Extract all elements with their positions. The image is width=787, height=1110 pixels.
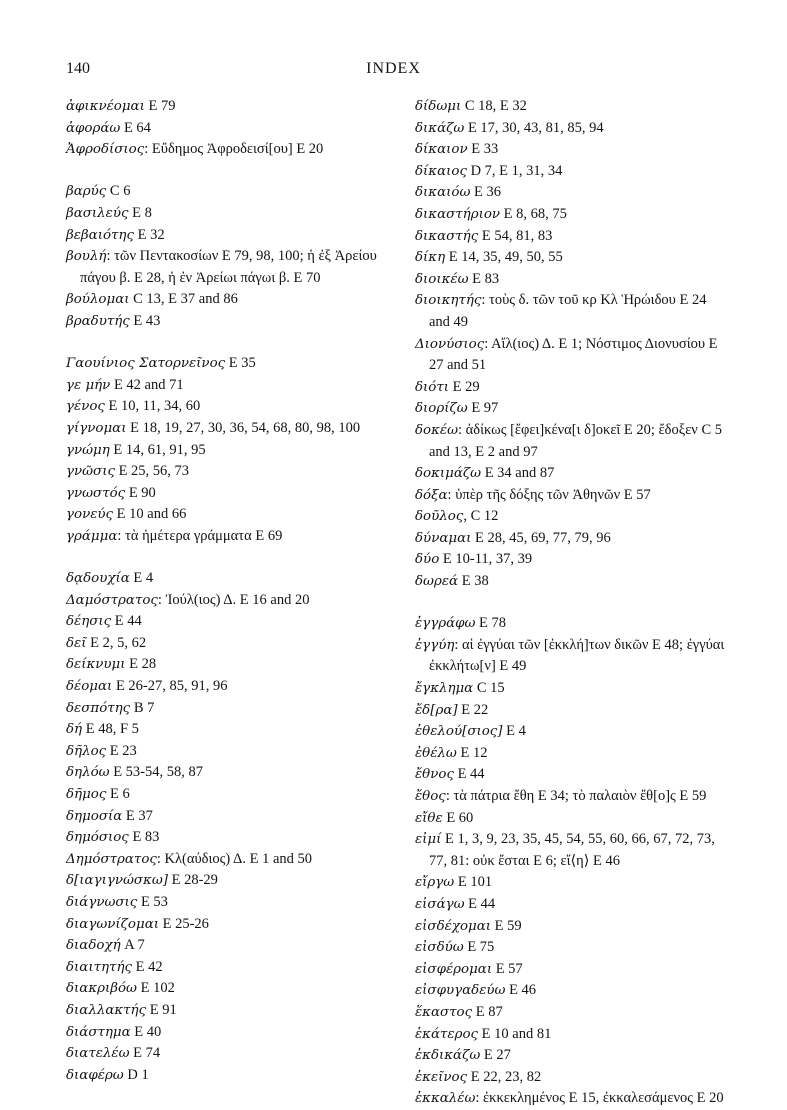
index-references: A 7 xyxy=(120,937,145,954)
index-lemma: εἴθε xyxy=(415,810,443,826)
index-references: E 87 xyxy=(472,1003,503,1020)
index-references: E 28 xyxy=(125,656,157,673)
index-lemma: δοῦλος xyxy=(415,509,464,525)
index-entry xyxy=(66,762,386,784)
index-lemma: γένος xyxy=(66,399,105,415)
index-lemma: εἰσδύω xyxy=(415,940,464,956)
index-references: E 33 xyxy=(467,141,499,158)
index-entry xyxy=(66,225,386,247)
index-lemma: δέομαι xyxy=(66,679,113,695)
index-lemma: ἐκκαλέω xyxy=(415,1091,476,1107)
index-entry xyxy=(66,914,386,936)
index-entry xyxy=(66,633,386,655)
index-references: E 28, 45, 69, 77, 79, 96 xyxy=(471,529,611,546)
index-references: : τοὺς δ. τῶν τοῦ κρ Κλ Ἡρώιδου E 24 and 49 xyxy=(429,292,707,330)
index-references: : αἱ ἐγγύαι τῶν [ἐκκλή]των δικῶν E 48; ἐγγύαι ἐκκλήτω[ν] E 49 xyxy=(429,636,725,675)
index-references: C 18, E 32 xyxy=(461,98,527,114)
index-references: E 78 xyxy=(475,615,507,632)
index-entry xyxy=(66,483,386,505)
index-lemma: διάγνωσις xyxy=(66,894,138,910)
index-entry xyxy=(415,916,727,938)
index-entry xyxy=(415,204,727,226)
index-entry xyxy=(66,784,386,806)
index-lemma: γε μήν xyxy=(66,377,111,393)
index-lemma: ἐκδικάζω xyxy=(415,1048,481,1064)
index-lemma: ἐγγράφω xyxy=(415,616,476,632)
index-lemma: δόξα xyxy=(415,487,448,503)
index-references: : Κλ(αύδιος) Δ. E 1 and 50 xyxy=(156,850,313,867)
index-lemma: εἰσφυγαδεύω xyxy=(415,983,506,999)
index-references: E 4 xyxy=(129,570,154,587)
index-references: C 13, E 37 and 86 xyxy=(129,291,238,308)
index-references: E 60 xyxy=(442,809,474,826)
index-entry xyxy=(66,311,386,333)
index-entry xyxy=(66,181,386,203)
index-references: E 23 xyxy=(106,742,137,759)
index-entry xyxy=(415,721,727,743)
page-number: 140 xyxy=(66,60,90,77)
index-references: E 90 xyxy=(125,484,156,501)
index-references: E 14, 61, 91, 95 xyxy=(109,441,206,458)
index-lemma: ἐκεῖνος xyxy=(415,1069,468,1085)
index-references: E 91 xyxy=(146,1001,177,1018)
index-references: E 34 and 87 xyxy=(481,465,555,482)
index-lemma: δίκαιος xyxy=(415,163,467,179)
index-references: E 38 xyxy=(458,573,489,590)
index-lemma: εἴργω xyxy=(415,875,455,891)
index-lemma: διορίζω xyxy=(415,401,468,417)
index-entry xyxy=(66,1022,386,1044)
index-lemma: δοκιμάζω xyxy=(415,466,482,482)
index-entry xyxy=(66,118,386,140)
index-references: : τῶν Πεντακοσίων E 79, 98, 100; ἡ ἐξ Ἀρείου πάγου β. E 28, ἡ ἐν Ἀρείωι πάγωι β. E 70 xyxy=(80,248,377,286)
index-entry xyxy=(66,139,386,161)
index-entry xyxy=(415,743,727,765)
index-references: E 2, 5, 62 xyxy=(86,634,147,651)
index-entry xyxy=(66,396,386,418)
index-entry xyxy=(415,1088,727,1110)
index-references: E 12 xyxy=(456,744,488,761)
index-lemma: δίκαιον xyxy=(415,142,468,158)
index-entry xyxy=(415,829,727,872)
index-entry xyxy=(66,870,386,892)
index-entry xyxy=(66,1065,386,1087)
index-lemma: διατελέω xyxy=(66,1046,130,1062)
index-lemma: δεσπότης xyxy=(66,700,131,716)
index-lemma: βασιλεύς xyxy=(66,205,129,221)
index-references: : τὰ ἡμέτερα γράμματα E 69 xyxy=(117,527,283,544)
index-references: E 28-29 xyxy=(167,872,218,889)
index-entry xyxy=(415,959,727,981)
index-references: : Ἰούλ(ιος) Δ. E 16 and 20 xyxy=(157,591,310,608)
index-lemma: ἕκαστος xyxy=(415,1004,473,1020)
index-lemma: δικαιόω xyxy=(415,185,471,201)
index-lemma: δικαστής xyxy=(415,228,479,244)
index-lemma: εἰσάγω xyxy=(415,896,465,912)
index-references: E 26-27, 85, 91, 96 xyxy=(112,678,228,695)
index-lemma: βεβαιότης xyxy=(66,227,134,243)
index-references: E 48, F 5 xyxy=(82,721,139,738)
index-lemma: δίκη xyxy=(415,250,446,266)
section-gap xyxy=(66,547,386,568)
index-entry xyxy=(66,849,386,871)
section-gap xyxy=(66,333,386,354)
index-entry xyxy=(415,96,727,118)
index-references: E 8 xyxy=(128,204,152,221)
index-entry xyxy=(66,246,386,289)
index-references: : τὰ πάτρια ἔθη E 34; τὸ παλαιὸν ἔθ[ο]ς E 59 xyxy=(445,788,707,804)
index-lemma: ἔθνος xyxy=(415,767,454,783)
index-entry xyxy=(66,1043,386,1065)
index-references: E 10 and 81 xyxy=(478,1025,552,1042)
index-references: E 22 xyxy=(457,701,489,718)
index-entry xyxy=(415,420,727,463)
index-entry xyxy=(415,678,727,700)
index-references: E 54, 81, 83 xyxy=(478,227,553,244)
index-references: E 27 xyxy=(480,1047,511,1064)
index-entry xyxy=(66,461,386,483)
index-entry xyxy=(66,827,386,849)
index-lemma: γνωστός xyxy=(66,485,126,501)
index-references: E 44 xyxy=(111,613,142,630)
index-entry xyxy=(415,398,727,420)
index-entry xyxy=(415,937,727,959)
index-references: C 15 xyxy=(473,680,505,697)
index-references: : ἀδίκως [ἔφει]κένα[ι δ]οκεῖ E 20; ἔδοξεν C 5 and 13, E 2 and 97 xyxy=(429,421,723,460)
index-references: : ἐκκεκλημένος E 15, ἐκκαλεσάμενος E 20 xyxy=(475,1090,724,1107)
index-references: : Εὔδημος Ἀφροδεισί[ου] E 20 xyxy=(144,141,324,158)
index-lemma: δημόσιος xyxy=(66,830,129,846)
index-entry xyxy=(415,290,727,333)
index-references: , C 12 xyxy=(463,508,499,525)
index-lemma: εἰμί xyxy=(415,832,442,848)
index-lemma: εἰσδέχομαι xyxy=(415,918,491,934)
index-references: E 83 xyxy=(128,829,160,846)
index-lemma: εἰσφέρομαι xyxy=(415,961,493,977)
index-references: E 14, 35, 49, 50, 55 xyxy=(445,249,563,266)
index-entry xyxy=(415,528,727,550)
index-lemma: δοκέω xyxy=(415,422,459,438)
index-entry xyxy=(66,440,386,462)
index-entry xyxy=(415,334,727,377)
section-gap xyxy=(66,161,386,182)
index-entry xyxy=(415,247,727,269)
index-entry xyxy=(415,485,727,507)
index-entry xyxy=(415,549,727,571)
index-entry xyxy=(415,139,727,161)
index-references: E 42 xyxy=(131,958,163,975)
index-references: E 18, 19, 27, 30, 36, 54, 68, 80, 98, 100 xyxy=(126,419,361,436)
index-references: E 10-11, 37, 39 xyxy=(439,551,533,568)
index-references: E 10, 11, 34, 60 xyxy=(104,398,201,415)
index-entry xyxy=(415,1024,727,1046)
index-lemma: δικαστήριον xyxy=(415,206,501,222)
index-references: : Αἴλ(ιος) Δ. E 1; Νόστιμος Διονυσίου E 27 and 51 xyxy=(429,335,718,374)
index-references: : ὑπὲρ τῆς δόξης τῶν Ἀθηνῶν E 57 xyxy=(447,486,651,503)
index-references: E 25-26 xyxy=(158,915,209,932)
index-entry xyxy=(66,611,386,633)
index-entry xyxy=(66,892,386,914)
index-lemma: δύο xyxy=(415,552,440,568)
index-references: E 25, 56, 73 xyxy=(114,463,190,480)
index-lemma: διακριβόω xyxy=(66,981,137,997)
index-references: E 42 and 71 xyxy=(110,376,184,393)
index-entry xyxy=(415,1067,727,1089)
index-entry xyxy=(66,289,386,311)
index-lemma: Γαουίνιος Σατορνεῖνος xyxy=(66,356,226,372)
index-references: E 44 xyxy=(453,766,485,783)
index-lemma: βαρύς xyxy=(66,184,107,200)
index-lemma: διάστημα xyxy=(66,1024,131,1040)
index-lemma: βούλομαι xyxy=(66,292,130,308)
index-lemma: δεῖ xyxy=(66,635,87,651)
index-entry xyxy=(415,1002,727,1024)
index-column-left xyxy=(66,96,386,1086)
index-references: E 53-54, 58, 87 xyxy=(109,764,203,781)
index-references: E 22, 23, 82 xyxy=(467,1068,542,1085)
index-lemma: γνώμη xyxy=(66,442,110,458)
index-lemma: διαιτητής xyxy=(66,959,132,975)
index-references: E 79 xyxy=(144,98,176,114)
index-lemma: δύναμαι xyxy=(415,530,472,546)
index-entry xyxy=(66,353,386,375)
index-entry xyxy=(415,808,727,830)
index-entry xyxy=(415,182,727,204)
index-column-right xyxy=(415,96,727,1110)
index-lemma: ἔδ[ρα] xyxy=(415,702,458,718)
index-entry xyxy=(66,1000,386,1022)
index-references: E 43 xyxy=(129,312,161,329)
index-references: E 6 xyxy=(106,786,130,802)
index-entry xyxy=(415,118,727,140)
index-lemma: ἑκάτερος xyxy=(415,1026,479,1042)
index-lemma: Διονύσιος xyxy=(415,336,485,352)
index-lemma: διότι xyxy=(415,379,450,395)
index-entry xyxy=(66,418,386,440)
index-entry xyxy=(415,635,727,678)
index-lemma: δῆμος xyxy=(66,787,107,802)
index-lemma: δικάζω xyxy=(415,120,465,136)
index-lemma: διαγωνίζομαι xyxy=(66,916,159,932)
index-lemma: δημοσία xyxy=(66,808,123,824)
index-lemma: Ἀφροδίσιος xyxy=(66,142,145,158)
index-entry xyxy=(415,1045,727,1067)
index-references: E 64 xyxy=(120,119,151,136)
index-entry xyxy=(415,463,727,485)
index-lemma: βραδυτής xyxy=(66,313,130,329)
index-lemma: γράμμα xyxy=(66,528,118,544)
index-references: E 40 xyxy=(130,1023,162,1040)
index-entry xyxy=(66,504,386,526)
index-lemma: ἀφοράω xyxy=(66,120,121,136)
index-entry xyxy=(66,203,386,225)
index-references: E 74 xyxy=(129,1045,161,1062)
index-lemma: δή xyxy=(66,722,83,738)
index-references: E 32 xyxy=(133,226,165,243)
index-references: E 44 xyxy=(464,895,496,912)
index-entry xyxy=(66,741,386,763)
index-entry xyxy=(415,571,727,593)
index-entry xyxy=(66,935,386,957)
section-gap xyxy=(415,593,727,614)
index-entry xyxy=(66,957,386,979)
index-lemma: Δαμόστρατος xyxy=(66,592,158,608)
index-lemma: δῆλος xyxy=(66,743,107,759)
index-entry xyxy=(415,980,727,1002)
index-entry xyxy=(66,96,386,118)
index-entry xyxy=(415,786,727,808)
index-lemma: ἐθελού[σιος] xyxy=(415,724,503,740)
index-references: E 36 xyxy=(470,184,501,201)
index-entry xyxy=(66,806,386,828)
index-references: D 7, E 1, 31, 34 xyxy=(466,162,563,179)
index-references: E 97 xyxy=(467,400,499,417)
index-references: E 59 xyxy=(491,917,522,934)
index-entry xyxy=(66,719,386,741)
index-entry xyxy=(66,654,386,676)
index-lemma: ἔθος xyxy=(415,789,446,804)
index-entry xyxy=(66,526,386,548)
index-lemma: διοικέω xyxy=(415,271,469,287)
index-lemma: δίδωμι xyxy=(415,99,462,114)
index-lemma: γνῶσις xyxy=(66,464,115,480)
index-lemma: δέησις xyxy=(66,614,112,630)
index-lemma: δείκνυμι xyxy=(66,657,126,673)
index-references: D 1 xyxy=(123,1066,149,1083)
index-entry xyxy=(415,872,727,894)
index-references: E 35 xyxy=(225,355,256,372)
index-references: E 46 xyxy=(505,982,537,999)
index-references: C 6 xyxy=(106,183,131,200)
index-lemma: ἀφικνέομαι xyxy=(66,99,145,114)
index-lemma: ἔγκλημα xyxy=(415,681,474,697)
index-references: E 4 xyxy=(502,723,526,740)
index-lemma: διοικητής xyxy=(415,293,482,309)
index-entry xyxy=(415,506,727,528)
index-lemma: Δημόστρατος xyxy=(66,851,157,867)
index-lemma: ἐθέλω xyxy=(415,745,457,761)
index-references: E 102 xyxy=(136,980,175,997)
index-entry xyxy=(415,700,727,722)
index-references: E 29 xyxy=(449,378,480,395)
index-entry xyxy=(415,764,727,786)
index-lemma: δωρεά xyxy=(415,574,459,590)
index-entry xyxy=(66,568,386,590)
index-references: E 8, 68, 75 xyxy=(500,205,567,222)
index-lemma: δηλόω xyxy=(66,765,110,781)
index-references: E 53 xyxy=(137,893,168,910)
index-entry xyxy=(66,978,386,1000)
index-entry xyxy=(66,698,386,720)
index-lemma: δᾳδουχία xyxy=(66,571,130,587)
index-references: B 7 xyxy=(130,699,155,716)
index-entry xyxy=(66,590,386,612)
index-lemma: γίγνομαι xyxy=(66,420,127,436)
index-references: E 1, 3, 9, 23, 35, 45, 54, 55, 60, 66, 67, 72, 73, 77, 81: οὐκ ἔσται E 6; εἴ⟨η⟩ E 46 xyxy=(429,831,715,869)
index-lemma: γονεύς xyxy=(66,507,114,523)
running-title: INDEX xyxy=(366,60,421,77)
index-entry xyxy=(66,676,386,698)
index-entry xyxy=(66,375,386,397)
index-lemma: βουλή xyxy=(66,249,107,265)
index-references: E 101 xyxy=(454,874,493,891)
index-lemma: διαδοχή xyxy=(66,938,121,954)
index-entry xyxy=(415,613,727,635)
index-entry xyxy=(415,226,727,248)
index-lemma: διαφέρω xyxy=(66,1067,124,1083)
index-lemma: διαλλακτής xyxy=(66,1002,147,1018)
page-header xyxy=(0,60,787,84)
index-references: E 83 xyxy=(468,270,500,287)
index-references: E 17, 30, 43, 81, 85, 94 xyxy=(464,119,604,136)
index-references: E 10 and 66 xyxy=(113,506,187,523)
index-lemma: ἐγγύη xyxy=(415,637,455,653)
index-references: E 75 xyxy=(463,939,495,956)
index-entry xyxy=(415,161,727,183)
index-references: E 57 xyxy=(492,960,523,977)
index-lemma: δ[ιαγιγνώσκω] xyxy=(66,873,168,889)
index-references: E 37 xyxy=(122,807,153,824)
index-entry xyxy=(415,269,727,291)
index-entry xyxy=(415,894,727,916)
index-entry xyxy=(415,377,727,399)
